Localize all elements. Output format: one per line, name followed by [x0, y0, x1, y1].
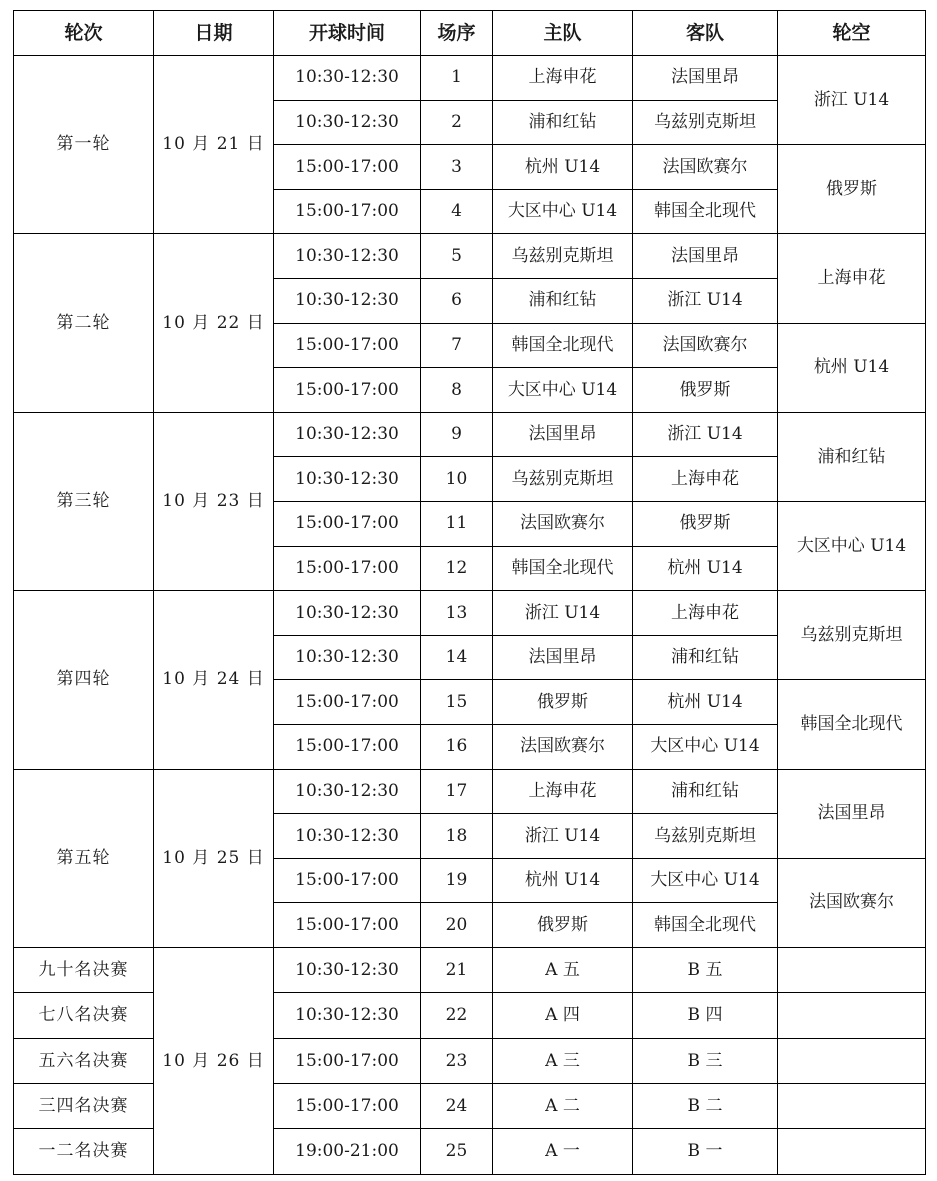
away-team: 杭州 U14	[633, 680, 778, 725]
kickoff-time: 15:00-17:00	[274, 680, 421, 725]
home-team: 法国里昂	[493, 412, 633, 457]
away-team: 上海申花	[633, 457, 778, 502]
bye-team: 乌兹别克斯坦	[778, 591, 926, 680]
away-team: 韩国全北现代	[633, 903, 778, 948]
kickoff-time: 15:00-17:00	[274, 1038, 421, 1083]
finals-date: 10 月 26 日	[154, 947, 274, 1174]
away-team: 乌兹别克斯坦	[633, 100, 778, 145]
header-kickoff: 开球时间	[274, 11, 421, 56]
away-team: 俄罗斯	[633, 501, 778, 546]
match-number: 23	[421, 1038, 493, 1083]
home-team: 乌兹别克斯坦	[493, 234, 633, 279]
away-team: 大区中心 U14	[633, 724, 778, 769]
away-team: B 一	[633, 1129, 778, 1174]
match-number: 16	[421, 724, 493, 769]
header-bye: 轮空	[778, 11, 926, 56]
match-number: 4	[421, 189, 493, 234]
match-number: 19	[421, 858, 493, 903]
away-team: 乌兹别克斯坦	[633, 814, 778, 859]
final-name: 一二名决赛	[14, 1129, 154, 1174]
bye-team: 浦和红钻	[778, 412, 926, 501]
round-name: 第一轮	[14, 56, 154, 234]
home-team: 浙江 U14	[493, 591, 633, 636]
schedule-table	[13, 10, 926, 1175]
match-number: 7	[421, 323, 493, 368]
match-number: 2	[421, 100, 493, 145]
home-team: 杭州 U14	[493, 145, 633, 190]
bye-team: 浙江 U14	[778, 56, 926, 145]
match-number: 20	[421, 903, 493, 948]
round-date: 10 月 22 日	[154, 234, 274, 412]
kickoff-time: 15:00-17:00	[274, 368, 421, 413]
home-team: 大区中心 U14	[493, 189, 633, 234]
kickoff-time: 15:00-17:00	[274, 724, 421, 769]
home-team: 乌兹别克斯坦	[493, 457, 633, 502]
home-team: 上海申花	[493, 56, 633, 101]
kickoff-time: 10:30-12:30	[274, 412, 421, 457]
table-row	[14, 56, 926, 101]
kickoff-time: 10:30-12:30	[274, 278, 421, 323]
header-row	[14, 11, 926, 56]
away-team: 法国里昂	[633, 234, 778, 279]
kickoff-time: 15:00-17:00	[274, 1084, 421, 1129]
home-team: 韩国全北现代	[493, 323, 633, 368]
home-team: 杭州 U14	[493, 858, 633, 903]
away-team: B 二	[633, 1084, 778, 1129]
home-team: 法国欧赛尔	[493, 724, 633, 769]
bye-team-empty	[778, 1084, 926, 1129]
match-number: 15	[421, 680, 493, 725]
home-team: 浙江 U14	[493, 814, 633, 859]
round-name: 第五轮	[14, 769, 154, 947]
round-date: 10 月 24 日	[154, 591, 274, 769]
home-team: 法国欧赛尔	[493, 501, 633, 546]
kickoff-time: 15:00-17:00	[274, 323, 421, 368]
match-number: 6	[421, 278, 493, 323]
match-number: 8	[421, 368, 493, 413]
table-row	[14, 412, 926, 457]
home-team: 俄罗斯	[493, 903, 633, 948]
header-date: 日期	[154, 11, 274, 56]
home-team: A 三	[493, 1038, 633, 1083]
round-name: 第三轮	[14, 412, 154, 590]
header-round: 轮次	[14, 11, 154, 56]
kickoff-time: 10:30-12:30	[274, 234, 421, 279]
table-row	[14, 591, 926, 636]
home-team: 法国里昂	[493, 635, 633, 680]
header-away: 客队	[633, 11, 778, 56]
round-date: 10 月 25 日	[154, 769, 274, 947]
away-team: 上海申花	[633, 591, 778, 636]
round-name: 第四轮	[14, 591, 154, 769]
match-number: 22	[421, 993, 493, 1038]
bye-team: 上海申花	[778, 234, 926, 323]
match-number: 5	[421, 234, 493, 279]
final-name: 五六名决赛	[14, 1038, 154, 1083]
kickoff-time: 10:30-12:30	[274, 814, 421, 859]
home-team: 韩国全北现代	[493, 546, 633, 591]
bye-team: 杭州 U14	[778, 323, 926, 412]
away-team: B 四	[633, 993, 778, 1038]
kickoff-time: 15:00-17:00	[274, 546, 421, 591]
bye-team: 法国欧赛尔	[778, 858, 926, 947]
home-team: 浦和红钻	[493, 100, 633, 145]
bye-team: 大区中心 U14	[778, 501, 926, 590]
final-name: 七八名决赛	[14, 993, 154, 1038]
away-team: 大区中心 U14	[633, 858, 778, 903]
table-row	[14, 1038, 926, 1083]
away-team: 浦和红钻	[633, 769, 778, 814]
table-row	[14, 993, 926, 1038]
home-team: A 一	[493, 1129, 633, 1174]
table-row	[14, 1129, 926, 1174]
bye-team: 俄罗斯	[778, 145, 926, 234]
match-number: 21	[421, 947, 493, 992]
kickoff-time: 10:30-12:30	[274, 591, 421, 636]
home-team: A 五	[493, 947, 633, 992]
kickoff-time: 10:30-12:30	[274, 993, 421, 1038]
kickoff-time: 10:30-12:30	[274, 769, 421, 814]
match-number: 24	[421, 1084, 493, 1129]
home-team: 俄罗斯	[493, 680, 633, 725]
away-team: 法国里昂	[633, 56, 778, 101]
match-number: 18	[421, 814, 493, 859]
match-number: 13	[421, 591, 493, 636]
header-match-no: 场序	[421, 11, 493, 56]
kickoff-time: 15:00-17:00	[274, 858, 421, 903]
away-team: 韩国全北现代	[633, 189, 778, 234]
kickoff-time: 15:00-17:00	[274, 501, 421, 546]
header-home: 主队	[493, 11, 633, 56]
bye-team-empty	[778, 993, 926, 1038]
kickoff-time: 10:30-12:30	[274, 457, 421, 502]
home-team: A 二	[493, 1084, 633, 1129]
kickoff-time: 19:00-21:00	[274, 1129, 421, 1174]
final-name: 三四名决赛	[14, 1084, 154, 1129]
match-number: 3	[421, 145, 493, 190]
table-row	[14, 947, 926, 992]
kickoff-time: 10:30-12:30	[274, 100, 421, 145]
kickoff-time: 10:30-12:30	[274, 635, 421, 680]
home-team: 浦和红钻	[493, 278, 633, 323]
home-team: 大区中心 U14	[493, 368, 633, 413]
table-row	[14, 769, 926, 814]
home-team: A 四	[493, 993, 633, 1038]
kickoff-time: 10:30-12:30	[274, 56, 421, 101]
kickoff-time: 10:30-12:30	[274, 947, 421, 992]
bye-team: 法国里昂	[778, 769, 926, 858]
match-number: 10	[421, 457, 493, 502]
round-date: 10 月 21 日	[154, 56, 274, 234]
away-team: 俄罗斯	[633, 368, 778, 413]
round-date: 10 月 23 日	[154, 412, 274, 590]
match-number: 9	[421, 412, 493, 457]
home-team: 上海申花	[493, 769, 633, 814]
match-number: 1	[421, 56, 493, 101]
bye-team-empty	[778, 947, 926, 992]
match-number: 25	[421, 1129, 493, 1174]
away-team: 杭州 U14	[633, 546, 778, 591]
away-team: 浙江 U14	[633, 278, 778, 323]
away-team: B 五	[633, 947, 778, 992]
bye-team-empty	[778, 1129, 926, 1174]
final-name: 九十名决赛	[14, 947, 154, 992]
bye-team-empty	[778, 1038, 926, 1083]
match-number: 12	[421, 546, 493, 591]
away-team: 法国欧赛尔	[633, 323, 778, 368]
match-number: 11	[421, 501, 493, 546]
bye-team: 韩国全北现代	[778, 680, 926, 769]
away-team: B 三	[633, 1038, 778, 1083]
match-number: 17	[421, 769, 493, 814]
away-team: 浦和红钻	[633, 635, 778, 680]
match-number: 14	[421, 635, 493, 680]
table-row	[14, 234, 926, 279]
kickoff-time: 15:00-17:00	[274, 189, 421, 234]
away-team: 法国欧赛尔	[633, 145, 778, 190]
kickoff-time: 15:00-17:00	[274, 903, 421, 948]
away-team: 浙江 U14	[633, 412, 778, 457]
table-row	[14, 1084, 926, 1129]
kickoff-time: 15:00-17:00	[274, 145, 421, 190]
round-name: 第二轮	[14, 234, 154, 412]
